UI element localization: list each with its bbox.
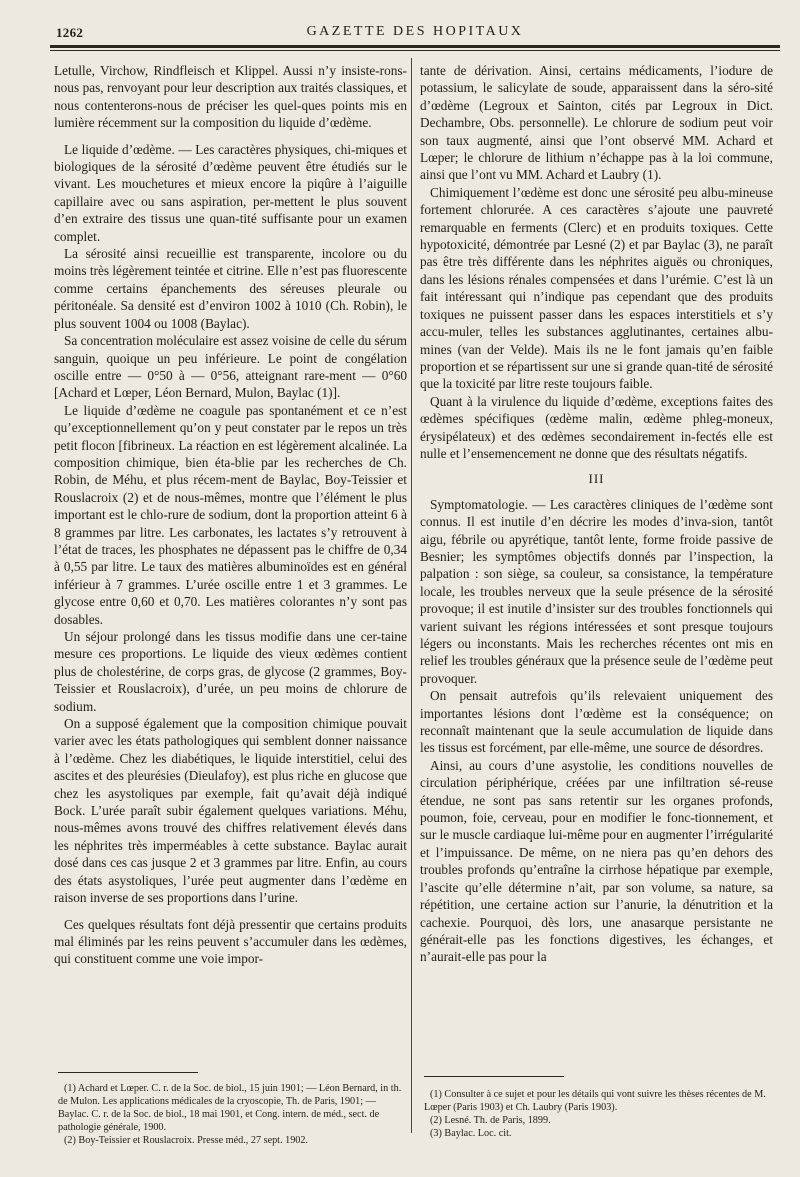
paragraph: Ainsi, au cours d’une asystolie, les conditions nouvelles de circulation périphérique, créées par une infiltration sé-reuse étendue, ne sont pas sans retentir sur les organes profonds, poumon, foie, cerveau, pour en modifier le fonc-tionnement, et sur le muscle cardiaque lui-même pour en augmenter l’irrégularité et l’impuissance. De même, on ne niera pas qu’en dehors des troubles profonds qu’entraîne la cirrhose hépatique par exemple, l’ascite qu’elle détermine n’ait, par son volume, sa nature, sa répétition, une certaine action sur l’anurie, la dénutrition et la cachexie. Pourquoi, dès lors, une anasarque persistante ne générait-elle pas les fonctions digestives, les échanges, et n’aurait-elle pas pour la [420, 757, 773, 965]
footnote: (3) Baylac. Loc. cit. [430, 1128, 512, 1139]
section-number: III [588, 471, 605, 487]
paragraph: La sérosité ainsi recueillie est transparente, incolore ou du moins très légèrement teintée et citrine. Elle n’est pas fluorescente comme certains épanchements des séreuses pleurale ou péritonéale. Sa densité est d’environ 1002 à 1010 (Ch. Robin), le plus souvent 1004 ou 1008 (Baylac). [54, 246, 407, 331]
page-header [50, 22, 780, 42]
paragraph: On pensait autrefois qu’ils relevaient uniquement des importantes lésions dont l’œdème est la conséquence; on reconnaît maintenant que la seule accumulation de liquide dans les tissus est forcément, par elle-même, une source de désordres. [420, 688, 773, 756]
journal-title: GAZETTE DES HOPITAUX [306, 24, 524, 39]
header-rule-thick [50, 45, 780, 48]
header-rule-thin [50, 50, 780, 51]
page-number: 1262 [56, 25, 84, 40]
paragraph: tante de dérivation. Ainsi, certains médicaments, l’iodure de potassium, le salicylate de soude, apparaissent dans la séro-sité d’œdème (Legroux et Sainton, cités par Legroux in Dict. Dechambre, Obs. personnelle). Le chlorure de sodium peut voir son taux augmenté, ainsi que l’ont observé MM. Achard et Lœper; le chlorure de lithium n’échappe pas à la loi commune, ainsi que l’ont vu MM. Achard et Laubry (1). [420, 63, 773, 183]
left-column [54, 62, 407, 968]
footnote: (2) Lesné. Th. de Paris, 1899. [430, 1115, 551, 1126]
paragraph: Quant à la virulence du liquide d’œdème, exceptions faites des œdèmes spécifiques (œdème malin, œdème phleg-moneux, érysipélateux) et des œdèmes secondairement in-fectés elle est nulle et l’ensemencement ne donne que des résultats négatifs. [420, 393, 773, 461]
column-divider [411, 58, 412, 1133]
paragraph: Un séjour prolongé dans les tissus modifie dans une cer-taine mesure ces proportions. Le liquide des vieux œdèmes contient plus de cholestérine, de corps gras, de glycose (2 grammes, Boy-Teissier et Rouslacroix), d’urée, un peu moins de chlorure de sodium. [54, 629, 407, 714]
footnotes-right [424, 1088, 774, 1140]
right-column [420, 62, 773, 966]
section-liquide-oedeme: Le liquide d’œdème. — Les caractères physiques, chi-miques et biologiques de la sérosité d’œdème peuvent être étudiés sur le vivant. Les mouchetures et mieux encore la piqûre à l’aiguille capillaire avec ou sans aspiration, per-mettent le plus souvent d’en extraire des tissus une quan-tité suffisante pour un examen complet. [54, 141, 407, 244]
paragraph: Ces quelques résultats font déjà pressentir que certains produits mal éliminés par les reins peuvent s’accumuler dans les œdèmes, qui constituent comme une voie impor- [54, 916, 407, 967]
footnotes-left [58, 1082, 408, 1147]
paragraph: Letulle, Virchow, Rindfleisch et Klippel. Aussi n’y insiste-rons-nous pas, renvoyant pour leur description aux traités classiques, et nous contenterons-nous de préciser les quel-ques points mis en lumière récemment sur la composition du liquide d’œdème. [54, 63, 407, 131]
paragraph: Le liquide d’œdème ne coagule pas spontanément et ce n’est qu’exceptionnellement qu’on y peut constater par le repos un très petit flocon [fibrineux. La réaction en est légèrement alcalinée. La composition chimique, bien éta-blie par les recherches de Ch. Robin, de Méhu, et plus récem-ment de Baylac, Boy-Teissier et Rouslacroix (2) et de nous-mêmes, montre que l’élément le plus important est le chlo-rure de sodium, dont la proportion atteint 6 à 8 grammes par litre. Les carbonates, les lactates s’y retrouvent à l’état de traces, les phosphates ne dépassent pas le chiffre de 0,34 à 0,55 par litre. Le taux des matières albuminoïdes est en général inférieur à 7 grammes. L’urée oscille entre 1 et 3 grammes. Le glycose entre 0,60 et 0,70. Les matières colorantes n’y sont pas dosables. [54, 402, 407, 627]
footnote: (2) Boy-Teissier et Rouslacroix. Presse méd., 27 sept. 1902. [64, 1135, 309, 1146]
footnote: (1) Consulter à ce sujet et pour les détails qui vont suivre les thèses récentes de M. Lœper (Paris 1903) et Ch. Laubry (Paris 1903). [424, 1089, 766, 1113]
paragraph: Sa concentration moléculaire est assez voisine de celle du sérum sanguin, quoique un peu inférieure. Le point de congélation oscille entre — 0°50 à — 0°56, atteignant rare-ment — 0°60 [Achard et Lœper, Léon Bernard, Mulon, Baylac (1)]. [54, 333, 408, 401]
footnote-rule-left [58, 1072, 198, 1073]
paragraph: On a supposé également que la composition chimique pouvait varier avec les états pathologiques qui semblent donner naissance à l’œdème. Chez les diabétiques, le liquide interstitiel, celui des ascites et des pleurésies (Dieulafoy), est plus riche en glucose que chez les asystoliques par exemple, fait qu’avait déjà indiqué Bock. L’urée paraît subir également quelques variations. Méhu, nous-mêmes avons trouvé des chiffres relativement élevés dans les néphrites très imperméables à cette substance. Baylac aurait dosé dans ces cas jusque 2 et 3 grammes par litre. Enfin, au cours des états asystoliques, l’urée peut augmenter dans l’œdème en raison inverse de ses proportions dans l’urine. [54, 716, 407, 906]
footnote-rule-right [424, 1076, 564, 1077]
footnote: (1) Achard et Lœper. C. r. de la Soc. de biol., 15 juin 1901; — Léon Bernard, in th. de Mulon. Les applications médicales de la cryoscopie, Th. de Paris, 1901; — Baylac. C. r. de la Soc. de biol., 18 mai 1901, et Cong. intern. de méd., sect. de pathologie générale, 1900. [58, 1083, 402, 1133]
paragraph: Chimiquement l’œdème est donc une sérosité peu albu-mineuse fortement chlorurée. A ces caractères s’ajoute une pauvreté remarquable en ferments (Clerc) et en produits toxiques. Cette hypotoxicité, démontrée par Lesné (2) et par Baylac (3), ne paraît pas être très différente dans les néphrites aiguës ou chroniques, dans les lésions rénales compensées et dans l’urémie. C’est là un fait intéressant qui n’indique pas cependant que des produits toxiques ne puissent passer dans les espaces interstitiels et s’y accu-muler, telles les substances agglutinantes, certaines albu-mines (van der Velde). Mais ils ne le font jamais qu’en faible proportion et se répartissent sur une si grande quan-tité de sérosité que la toxicité par litre reste toujours faible. [420, 184, 773, 392]
section-symptomatologie: Symptomatologie. — Les caractères cliniques de l’œdème sont connus. Il est inutile d’en décrire les modes d’inva-sion, tantôt aigu, fébrile ou apyrétique, tantôt lente, forme froide passive de Besnier; les symptômes objectifs donnés par l’inspection, la palpation : son siège, sa couleur, sa consistance, la température locale, les troubles nerveux que la seule présence de la sérosité provoque; il est inutile d’insister sur des troubles fonctionnels qui varient suivant les régions intéressées et sont presque toujours légers ou inconstants. Mais les recherches récentes ont mis en relief les troubles généraux que la présence seule de l’œdème peut provoquer. [420, 496, 773, 686]
